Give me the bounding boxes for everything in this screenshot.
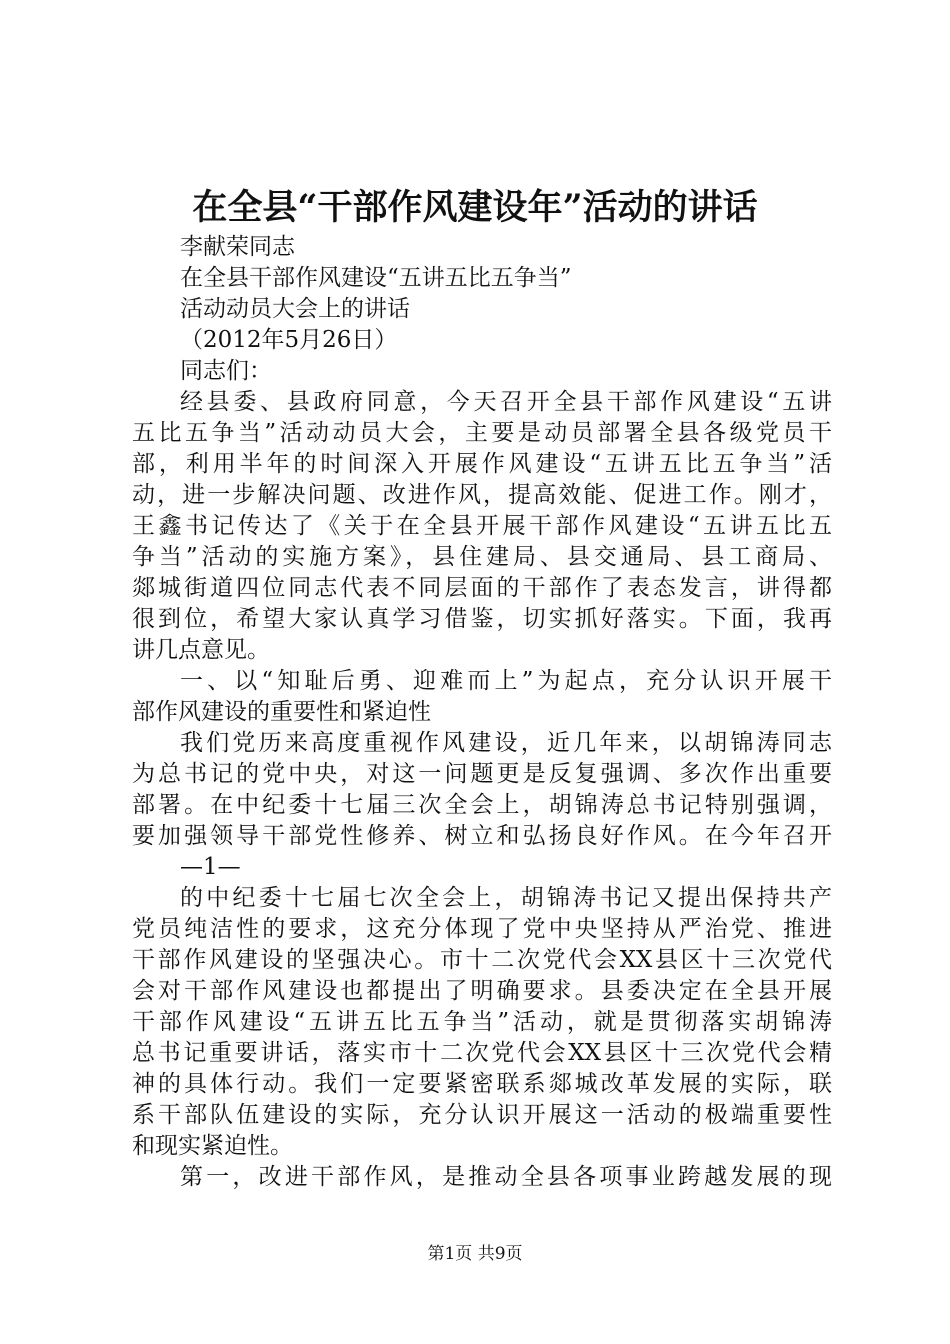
paragraph-line: 我们党历来高度重视作风建设，近几年来，以胡锦涛同志 [180, 730, 832, 756]
speaker-name: 李献荣同志 [180, 234, 295, 260]
salutation: 同志们： [180, 358, 272, 384]
paragraph-line: 郯城街道四位同志代表不同层面的干部作了表态发言，讲得都 [132, 575, 832, 601]
section-heading-line: 部作风建设的重要性和紧迫性 [132, 699, 431, 725]
paragraph-line: 五比五争当”活动动员大会，主要是动员部署全县各级党员干 [132, 420, 832, 446]
inline-page-number: —1— [180, 854, 241, 880]
paragraph-line: 经县委、县政府同意，今天召开全县干部作风建设“五讲 [180, 389, 832, 415]
paragraph-line: 干部作风建设“五讲五比五争当”活动，就是贯彻落实胡锦涛 [132, 1009, 832, 1035]
paragraph-line: 第一，改进干部作风，是推动全县各项事业跨越发展的现 [180, 1164, 832, 1190]
paragraph-line: 神的具体行动。我们一定要紧密联系郯城改革发展的实际，联 [132, 1071, 832, 1097]
section-heading-line: 一、以“知耻后勇、迎难而上”为起点，充分认识开展干 [180, 668, 832, 694]
paragraph-line: 总书记重要讲话，落实市十二次党代会XX县区十三次党代会精 [132, 1040, 832, 1066]
paragraph-line: 很到位，希望大家认真学习借鉴，切实抓好落实。下面，我再 [132, 606, 832, 632]
paragraph-line: 讲几点意见。 [132, 637, 270, 663]
paragraph-line: 系干部队伍建设的实际，充分认识开展这一活动的极端重要性 [132, 1102, 832, 1128]
document-title: 在全县“干部作风建设年”活动的讲话 [192, 187, 758, 228]
speech-occasion-line-1: 在全县干部作风建设“五讲五比五争当” [180, 265, 572, 291]
paragraph-line: 部署。在中纪委十七届三次全会上，胡锦涛总书记特别强调， [132, 792, 832, 818]
paragraph-line: 的中纪委十七届七次全会上，胡锦涛书记又提出保持共产 [180, 885, 832, 911]
paragraph-line: 和现实紧迫性。 [132, 1133, 293, 1159]
document-body [132, 232, 832, 1193]
paragraph-line: 动，进一步解决问题、改进作风，提高效能、促进工作。刚才， [132, 482, 832, 508]
paragraph-line: 为总书记的党中央，对这一问题更是反复强调、多次作出重要 [132, 761, 832, 787]
paragraph-line: 要加强领导干部党性修养、树立和弘扬良好作风。在今年召开 [132, 823, 832, 849]
paragraph-line: 会对干部作风建设也都提出了明确要求。县委决定在全县开展 [132, 978, 832, 1004]
speech-occasion-line-2: 活动动员大会上的讲话 [180, 296, 410, 322]
paragraph-line: 干部作风建设的坚强决心。市十二次党代会XX县区十三次党代 [132, 947, 832, 973]
paragraph-line: 党员纯洁性的要求，这充分体现了党中央坚持从严治党、推进 [132, 916, 832, 942]
paragraph-line: 部，利用半年的时间深入开展作风建设“五讲五比五争当”活 [132, 451, 832, 477]
speech-date: （2012年5月26日） [180, 327, 398, 353]
paragraph-line: 争当”活动的实施方案》，县住建局、县交通局、县工商局、 [132, 544, 832, 570]
page-footer: 第1页 共9页 [427, 1244, 523, 1264]
paragraph-line: 王鑫书记传达了《关于在全县开展干部作风建设“五讲五比五 [132, 513, 832, 539]
